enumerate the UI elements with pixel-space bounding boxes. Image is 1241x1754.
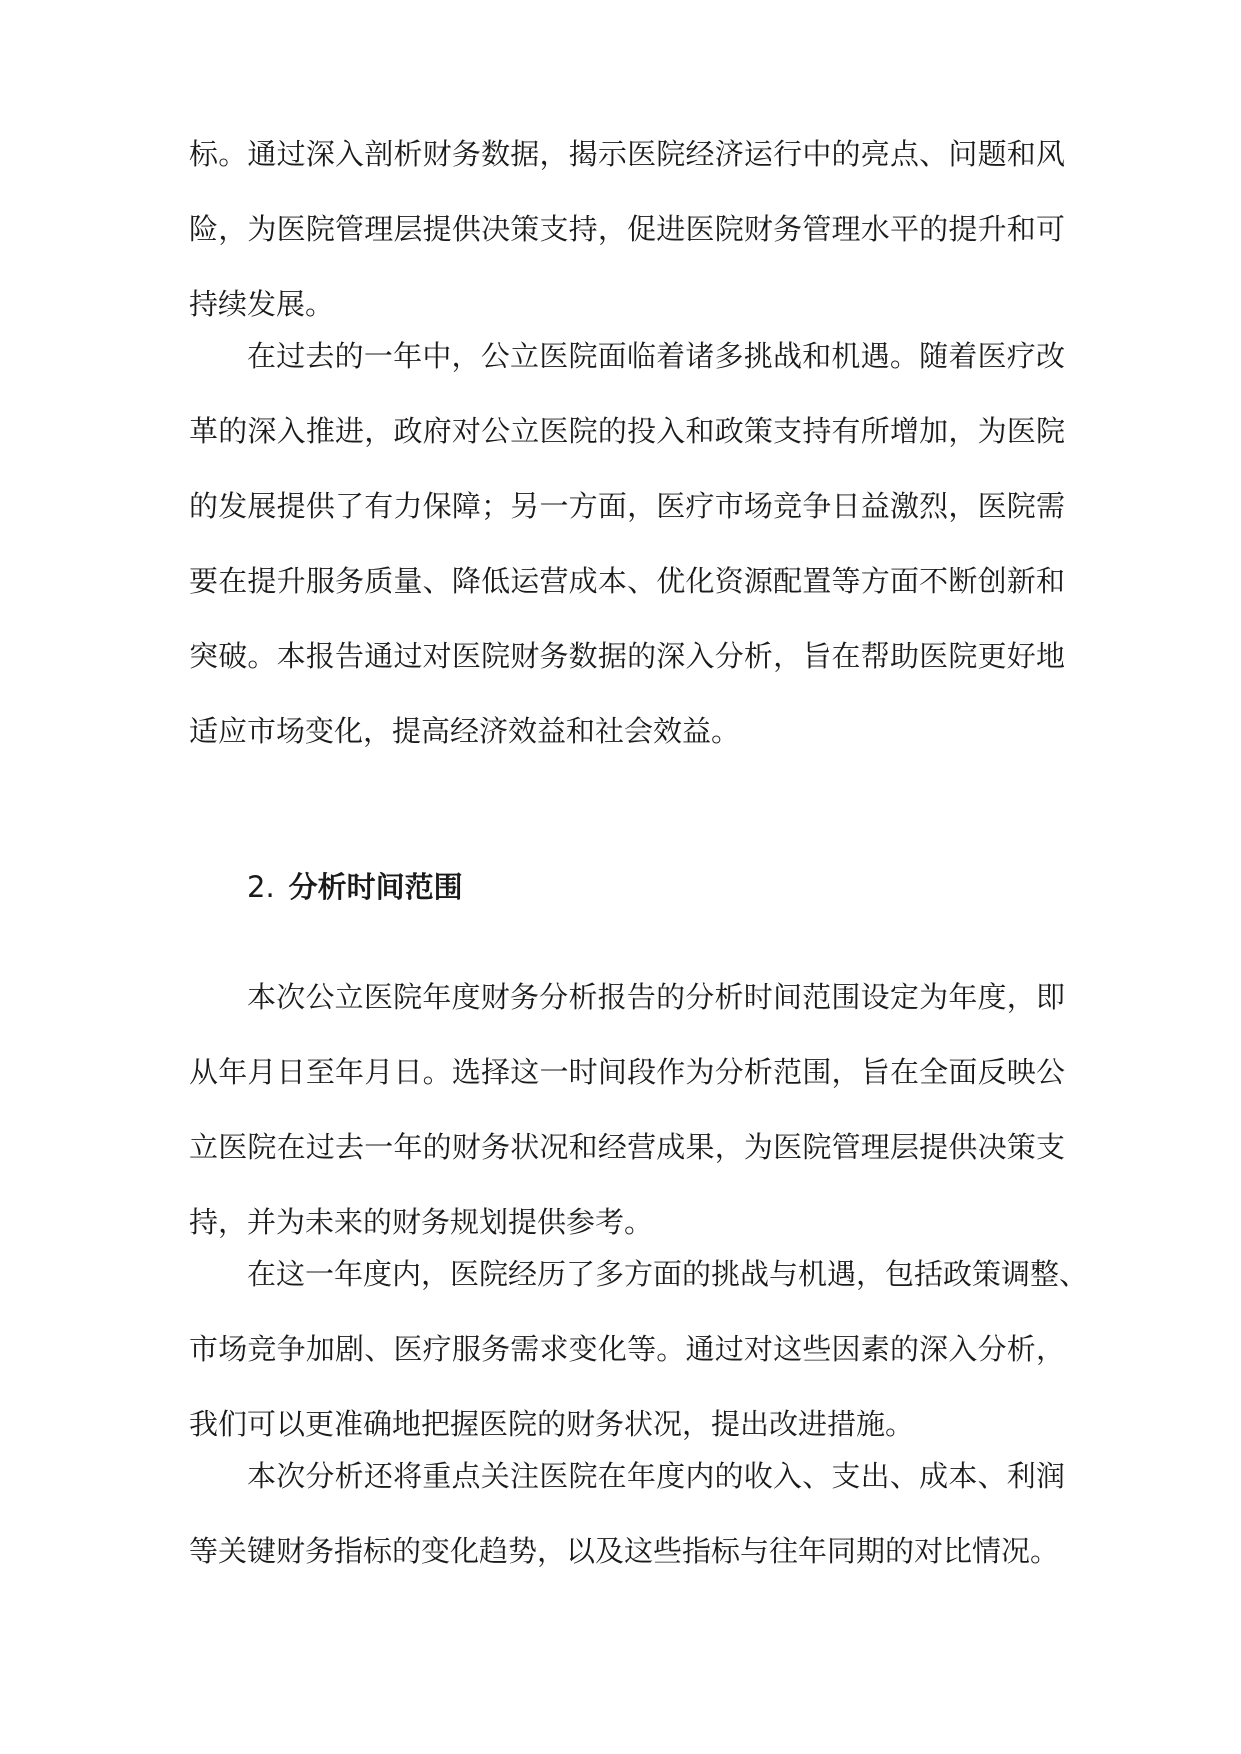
text-line: 从年月日至年月日。选择这一时间段作为分析范围，旨在全面反映公 <box>189 1055 1065 1089</box>
text-line: 标。通过深入剖析财务数据，揭示医院经济运行中的亮点、问题和风 <box>189 137 1065 171</box>
text-line: 立医院在过去一年的财务状况和经营成果，为医院管理层提供决策支 <box>189 1130 1065 1164</box>
text-line: 持，并为未来的财务规划提供参考。 <box>189 1205 654 1239</box>
text-line: 革的深入推进，政府对公立医院的投入和政策支持有所增加，为医院 <box>189 414 1065 448</box>
paragraph-focus <box>189 1439 1065 1589</box>
text-line: 要在提升服务质量、降低运营成本、优化资源配置等方面不断创新和 <box>189 564 1065 598</box>
section-number: 2. <box>247 870 275 904</box>
text-line: 险，为医院管理层提供决策支持，促进医院财务管理水平的提升和可 <box>189 212 1065 246</box>
paragraph-time-range <box>189 960 1065 1260</box>
text-line: 本次公立医院年度财务分析报告的分析时间范围设定为年度，即 <box>247 980 1065 1014</box>
text-line: 在这一年度内，医院经历了多方面的挑战与机遇，包括政策调整、 <box>247 1257 1089 1291</box>
text-line: 适应市场变化，提高经济效益和社会效益。 <box>189 714 741 748</box>
text-line: 在过去的一年中，公立医院面临着诸多挑战和机遇。随着医疗改 <box>247 339 1065 373</box>
text-line: 我们可以更准确地把握医院的财务状况，提出改进措施。 <box>189 1407 915 1441</box>
text-line: 市场竞争加剧、医疗服务需求变化等。通过对这些因素的深入分析， <box>189 1332 1065 1366</box>
text-line: 的发展提供了有力保障；另一方面，医疗市场竞争日益激烈，医院需 <box>189 489 1065 523</box>
text-line: 持续发展。 <box>189 287 335 321</box>
paragraph-intro-continuation <box>189 117 1065 342</box>
section-title: 分析时间范围 <box>288 870 463 904</box>
paragraph-background <box>189 319 1065 769</box>
section-heading <box>247 850 463 925</box>
paragraph-challenges <box>189 1237 1089 1462</box>
text-line: 本次分析还将重点关注医院在年度内的收入、支出、成本、利润 <box>247 1459 1065 1493</box>
text-line: 等关键财务指标的变化趋势，以及这些指标与往年同期的对比情况。 <box>189 1534 1060 1568</box>
text-line: 突破。本报告通过对医院财务数据的深入分析，旨在帮助医院更好地 <box>189 639 1065 673</box>
